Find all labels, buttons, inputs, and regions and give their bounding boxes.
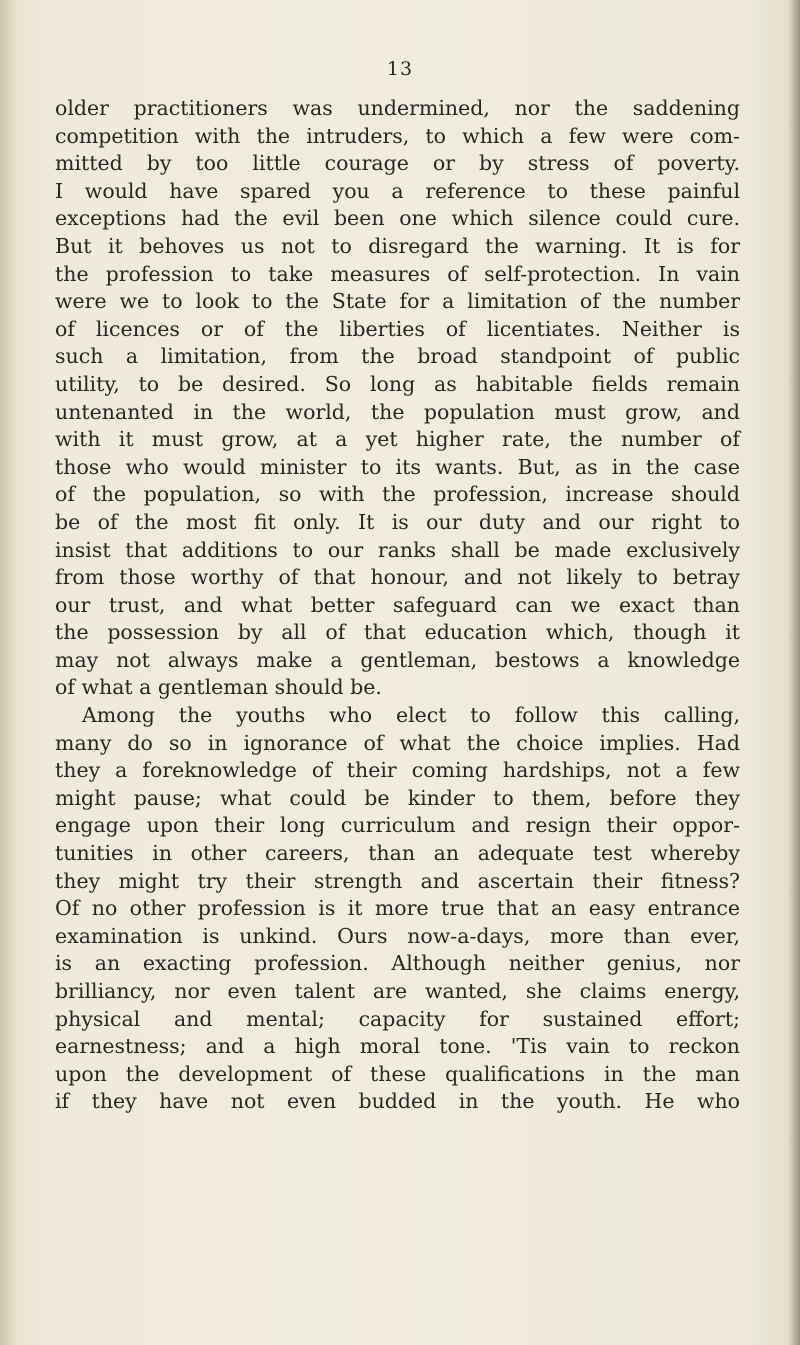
text-line: the possession by all of that education which, though it [55, 620, 740, 645]
text-line: But it behoves us not to disregard the warning. It is for [55, 233, 740, 258]
text-line: engage upon their long curriculum and resign their oppor- [55, 813, 740, 838]
text-line: exceptions had the evil been one which silence could cure. [55, 206, 740, 231]
page-right-edge-shadow [788, 0, 800, 1345]
text-line: earnestness; and a high moral tone. 'Tis vain to reckon [55, 1034, 740, 1059]
text-line: those who would minister to its wants. But, as in the case [55, 454, 740, 479]
text-line: utility, to be desired. So long as habitable fields remain [55, 371, 740, 396]
text-line: tunities in other careers, than an adequate test whereby [55, 841, 740, 866]
text-line: they a foreknowledge of their coming hardships, not a few [55, 758, 740, 783]
text-line: may not always make a gentleman, bestows a knowledge [55, 647, 740, 672]
text-line: with it must grow, at a yet higher rate, the number of [55, 427, 740, 452]
text-line: if they have not even budded in the youth. He who [55, 1089, 740, 1114]
text-line: Of no other profession is it more true that an easy entrance [55, 896, 740, 921]
text-line: of what a gentleman should be. [55, 675, 382, 700]
text-line: competition with the intruders, to which a few were com- [55, 123, 740, 148]
text-line: is an exacting profession. Although neither genius, nor [55, 951, 740, 976]
text-line: brilliancy, nor even talent are wanted, she claims energy, [55, 979, 740, 1003]
text-line: be of the most fit only. It is our duty and our right to [55, 509, 740, 534]
text-line: physical and mental; capacity for sustained effort; [55, 1006, 740, 1031]
text-line: of licences or of the liberties of licentiates. Neither is [55, 316, 740, 341]
text-line: untenanted in the world, the population must grow, and [55, 399, 740, 424]
text-line: the profession to take measures of self-protection. In vain [55, 261, 740, 286]
text-line: examination is unkind. Ours now-a-days, more than ever, [55, 923, 740, 948]
text-line: many do so in ignorance of what the choice implies. Had [55, 730, 740, 755]
text-line: were we to look to the State for a limitation of the number [55, 289, 740, 314]
text-line: such a limitation, from the broad standpoint of public [55, 344, 740, 369]
text-line: our trust, and what better safeguard can we exact than [55, 592, 740, 617]
page-left-edge-shadow [0, 0, 18, 1345]
text-line: older practitioners was undermined, nor the saddening [55, 96, 740, 120]
text-line: of the population, so with the profession, increase should [55, 482, 740, 507]
text-line: insist that additions to our ranks shall be made exclusively [55, 537, 740, 562]
page-body-text [55, 95, 740, 1116]
text-line: I would have spared you a reference to these painful [55, 178, 740, 203]
text-line: Among the youths who elect to follow this calling, [82, 703, 740, 728]
text-line: they might try their strength and ascertain their fitness? [55, 868, 740, 893]
text-line: from those worthy of that honour, and not likely to betray [55, 565, 740, 590]
page-number: 13 [386, 58, 414, 80]
text-line: mitted by too little courage or by stress of poverty. [55, 151, 740, 176]
text-line: upon the development of these qualifications in the man [55, 1061, 740, 1086]
text-line: might pause; what could be kinder to them, before they [55, 785, 740, 810]
